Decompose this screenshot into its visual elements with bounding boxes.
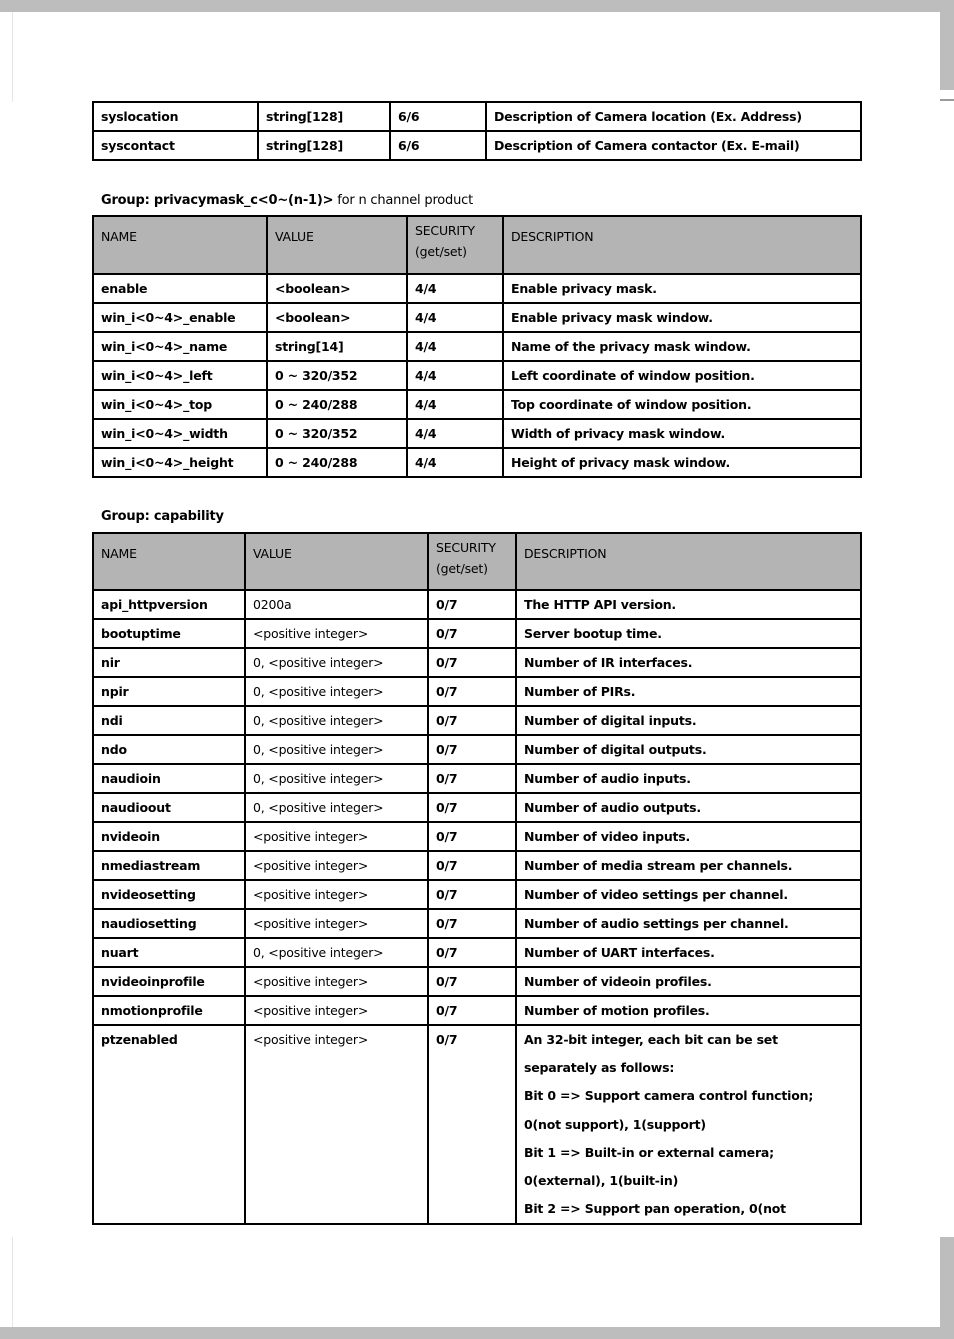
param-value: <positive integer>	[245, 851, 428, 880]
param-name: ptzenabled	[93, 1025, 245, 1224]
column-header-value: VALUE	[245, 533, 428, 590]
description-line: 0(external), 1(built-in)	[524, 1173, 679, 1189]
description-line: 0(not support), 1(support)	[524, 1116, 706, 1132]
param-security: 0/7	[428, 706, 516, 735]
table-row	[93, 619, 861, 648]
param-security: 0/7	[428, 822, 516, 851]
security-header-sub: (get/set)	[415, 244, 467, 259]
param-security: 0/7	[428, 851, 516, 880]
param-name: syscontact	[93, 131, 258, 160]
group-title-rest: for n channel product	[333, 193, 473, 208]
param-name: syslocation	[93, 102, 258, 131]
param-name: api_httpversion	[93, 590, 245, 619]
security-header-label: SECURITY	[436, 540, 496, 555]
param-security: 0/7	[428, 764, 516, 793]
table-row	[93, 909, 861, 938]
param-description: Number of videoin profiles.	[516, 967, 861, 996]
param-description: Number of video inputs.	[516, 822, 861, 851]
param-description: Number of IR interfaces.	[516, 648, 861, 677]
param-security: 0/7	[428, 967, 516, 996]
param-description: Number of audio settings per channel.	[516, 909, 861, 938]
param-value: string[128]	[258, 131, 390, 160]
param-value: <positive integer>	[245, 880, 428, 909]
page-border-right-bottom	[940, 1237, 954, 1327]
param-description: Top coordinate of window position.	[503, 390, 861, 419]
table-row	[93, 851, 861, 880]
param-value: 0 ~ 320/352	[267, 419, 407, 448]
table-row	[93, 131, 861, 160]
table-row	[93, 390, 861, 419]
privacymask-table	[92, 215, 862, 478]
param-name: npir	[93, 677, 245, 706]
param-name: naudioout	[93, 793, 245, 822]
param-security: 6/6	[390, 102, 486, 131]
description-line: Bit 0 => Support camera control function;	[524, 1088, 814, 1104]
param-description: Left coordinate of window position.	[503, 361, 861, 390]
column-header-security	[407, 216, 503, 274]
table-row	[93, 764, 861, 793]
param-description: Enable privacy mask window.	[503, 303, 861, 332]
param-name: nuart	[93, 938, 245, 967]
column-header-value: VALUE	[267, 216, 407, 274]
param-security: 4/4	[407, 303, 503, 332]
param-name: enable	[93, 274, 267, 303]
param-security: 0/7	[428, 880, 516, 909]
param-description: Number of digital outputs.	[516, 735, 861, 764]
table-row	[93, 361, 861, 390]
description-line: Bit 1 => Built-in or external camera;	[524, 1144, 774, 1160]
param-security: 4/4	[407, 332, 503, 361]
column-header-name: NAME	[93, 533, 245, 590]
param-name: bootuptime	[93, 619, 245, 648]
capability-table-body	[93, 590, 861, 1025]
table-row	[93, 303, 861, 332]
param-value: 0, <positive integer>	[245, 706, 428, 735]
param-value: <positive integer>	[245, 619, 428, 648]
description-line: Bit 2 => Support pan operation, 0(not	[524, 1201, 786, 1217]
table-row	[93, 938, 861, 967]
page-edge-line	[12, 12, 13, 102]
param-description: Number of digital inputs.	[516, 706, 861, 735]
column-header-security	[428, 533, 516, 590]
page-edge-line	[12, 1237, 13, 1327]
param-value: string[128]	[258, 102, 390, 131]
param-value: 0, <positive integer>	[245, 764, 428, 793]
param-value: <positive integer>	[245, 996, 428, 1025]
param-security: 4/4	[407, 448, 503, 477]
table-row	[93, 822, 861, 851]
table-row	[93, 332, 861, 361]
param-value: 0 ~ 320/352	[267, 361, 407, 390]
param-description	[516, 1025, 861, 1224]
param-description: Description of Camera contactor (Ex. E-mail)	[486, 131, 861, 160]
param-security: 0/7	[428, 1025, 516, 1224]
param-value: <boolean>	[267, 303, 407, 332]
table-row	[93, 706, 861, 735]
param-name: win_i<0~4>_left	[93, 361, 267, 390]
param-value: 0200a	[245, 590, 428, 619]
param-security: 4/4	[407, 419, 503, 448]
param-value: 0 ~ 240/288	[267, 390, 407, 419]
page-border-bottom	[0, 1327, 954, 1339]
description-line: separately as follows:	[524, 1060, 675, 1076]
table-header-row	[93, 533, 861, 590]
param-name: nir	[93, 648, 245, 677]
param-name: nmediastream	[93, 851, 245, 880]
page-border-right-top	[940, 12, 954, 90]
table-header-row	[93, 216, 861, 274]
param-security: 0/7	[428, 909, 516, 938]
param-security: 0/7	[428, 996, 516, 1025]
param-security: 0/7	[428, 590, 516, 619]
page-border-top	[0, 0, 954, 12]
param-value: 0, <positive integer>	[245, 677, 428, 706]
security-header-label: SECURITY	[415, 223, 475, 238]
param-name: naudiosetting	[93, 909, 245, 938]
table-row	[93, 880, 861, 909]
param-description: Description of Camera location (Ex. Address)	[486, 102, 861, 131]
param-name: win_i<0~4>_enable	[93, 303, 267, 332]
param-value: <positive integer>	[245, 967, 428, 996]
column-header-description: DESCRIPTION	[516, 533, 861, 590]
param-description: Name of the privacy mask window.	[503, 332, 861, 361]
param-description: Enable privacy mask.	[503, 274, 861, 303]
param-security: 0/7	[428, 619, 516, 648]
param-security: 4/4	[407, 361, 503, 390]
table-row	[93, 793, 861, 822]
param-security: 6/6	[390, 131, 486, 160]
param-description: Number of UART interfaces.	[516, 938, 861, 967]
param-name: nmotionprofile	[93, 996, 245, 1025]
description-line: An 32-bit integer, each bit can be set	[524, 1032, 778, 1047]
param-description: Server bootup time.	[516, 619, 861, 648]
param-description: Width of privacy mask window.	[503, 419, 861, 448]
param-security: 4/4	[407, 390, 503, 419]
security-header-sub: (get/set)	[436, 561, 488, 576]
param-name: ndi	[93, 706, 245, 735]
param-value: <boolean>	[267, 274, 407, 303]
system-parameters-table	[92, 101, 862, 161]
param-value: 0, <positive integer>	[245, 735, 428, 764]
param-description: Number of motion profiles.	[516, 996, 861, 1025]
param-value: 0 ~ 240/288	[267, 448, 407, 477]
table-row	[93, 590, 861, 619]
param-value: 0, <positive integer>	[245, 938, 428, 967]
param-security: 0/7	[428, 735, 516, 764]
param-description: Height of privacy mask window.	[503, 448, 861, 477]
column-header-description: DESCRIPTION	[503, 216, 861, 274]
param-description: Number of media stream per channels.	[516, 851, 861, 880]
param-name: naudioin	[93, 764, 245, 793]
param-name: win_i<0~4>_top	[93, 390, 267, 419]
param-name: nvideoinprofile	[93, 967, 245, 996]
page-edge-mark	[940, 99, 954, 101]
param-name: nvideosetting	[93, 880, 245, 909]
table-row	[93, 274, 861, 303]
table-row	[93, 419, 861, 448]
table-row	[93, 648, 861, 677]
table-row	[93, 735, 861, 764]
param-value: <positive integer>	[245, 909, 428, 938]
column-header-name: NAME	[93, 216, 267, 274]
param-security: 4/4	[407, 274, 503, 303]
param-description: Number of video settings per channel.	[516, 880, 861, 909]
param-value: <positive integer>	[245, 1025, 428, 1224]
param-value: <positive integer>	[245, 822, 428, 851]
param-security: 0/7	[428, 677, 516, 706]
param-value: string[14]	[267, 332, 407, 361]
table-row-ptzenabled	[93, 1025, 861, 1224]
privacymask-table-body	[93, 274, 861, 477]
param-description: Number of audio inputs.	[516, 764, 861, 793]
group-title-bold: Group: privacymask_c<0~(n-1)>	[101, 193, 334, 208]
param-value: 0, <positive integer>	[245, 648, 428, 677]
param-description: Number of audio outputs.	[516, 793, 861, 822]
param-security: 0/7	[428, 938, 516, 967]
param-name: win_i<0~4>_height	[93, 448, 267, 477]
param-name: win_i<0~4>_width	[93, 419, 267, 448]
param-name: win_i<0~4>_name	[93, 332, 267, 361]
privacymask-group-title	[101, 193, 473, 208]
table-row	[93, 448, 861, 477]
capability-group-title: Group: capability	[101, 509, 224, 524]
param-value: 0, <positive integer>	[245, 793, 428, 822]
table-row	[93, 996, 861, 1025]
table-row	[93, 967, 861, 996]
table-row	[93, 102, 861, 131]
param-description: The HTTP API version.	[516, 590, 861, 619]
table-row	[93, 677, 861, 706]
capability-table	[92, 532, 862, 1225]
param-security: 0/7	[428, 648, 516, 677]
param-security: 0/7	[428, 793, 516, 822]
param-description: Number of PIRs.	[516, 677, 861, 706]
param-name: nvideoin	[93, 822, 245, 851]
param-name: ndo	[93, 735, 245, 764]
